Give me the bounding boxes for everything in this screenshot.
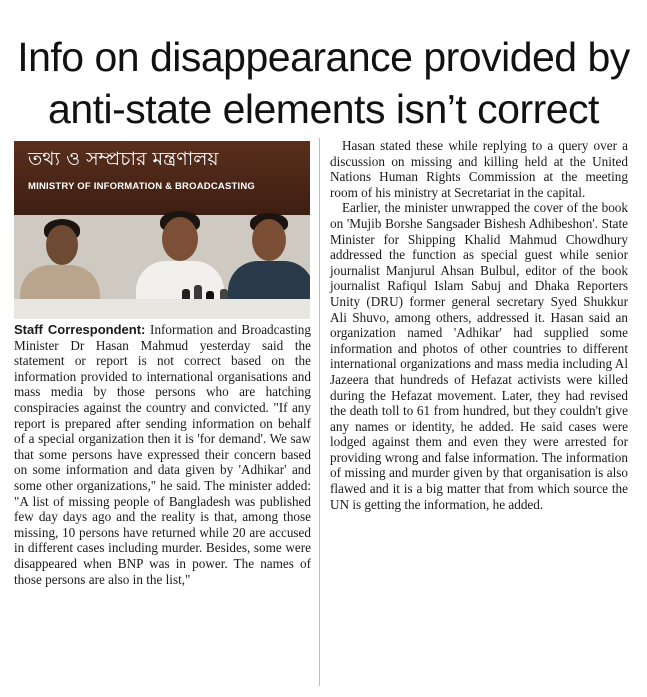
article-paragraph [14,322,311,587]
article-column-left [14,322,311,587]
headline [8,31,639,135]
news-photo [14,141,310,319]
photo-table [14,299,310,319]
byline: Staff Correspondent: [14,322,146,337]
column-divider [319,138,320,686]
article-column-right [330,138,628,512]
headline-line-2: anti-state elements isn’t correct [48,86,599,133]
article-paragraph-1: Hasan stated these while replying to a query over a discussion on missing and killing held at the United Nations Human Rights Commission at the meeting room of his ministry at Secretariat in the capital. [330,138,628,200]
banner-english-text: MINISTRY OF INFORMATION & BROADCASTING [28,181,255,192]
banner-bangla-text: তথ্য ও সম্প্রচার মন্ত্রণালয় [28,148,219,170]
article-left-text: Information and Broadcasting Minister Dr Hasan Mahmud yesterday said the statement or report is not correct based on the information provided to international organisations and mass media by those persons who are hatching conspiracies against the country and convicted. "If any report is prepared after sending information on behalf of a special organization then it is 'for demand'. We saw that some persons have expressed their concern based on some information and data given by 'Adhikar' and some other organizations," he said. The minister added: "A list of missing people of Bangladesh was published few day days ago and the reality is that, among those missing, 10 persons have returned while 20 are accused in different cases including murder. Besides, some were disappeared when BNP was in power. The names of those persons are also in the list," [14,322,311,587]
ministry-banner [14,141,310,215]
headline-line-1: Info on disappearance provided by [17,34,630,81]
article-paragraph-2: Earlier, the minister unwrapped the cover of the book on 'Mujib Borshe Sangsader Bishesh Adhibeshon'. State Minister for Shipping Khalid Mahmud Chowdhury addressed the function as special guest while senior journalist Manjurul Ahsan Bulbul, editor of the book journalist Rafiqul Islam Sabuj and Dhaka Reporters Unity (DRU) former general secretary Syed Shukkur Ali Shuvo, among others, addressed it. Hasan said an organization named 'Adhikar' had supplied some information and photos of other countries to different international organizations and mass media including Al Jazeera that hundreds of Hefazat activists were killed during the Hefazat movement. Later, they had revised the death toll to 61 from hundred, but they couldn't give any names or identity, he added. He said cases were lodged against them and even they were arrested for providing wrong and false information. The information of missing and murder given by that organisation is also flawed and it is a big matter that from which source the UN is getting the information, he added. [330,200,628,512]
